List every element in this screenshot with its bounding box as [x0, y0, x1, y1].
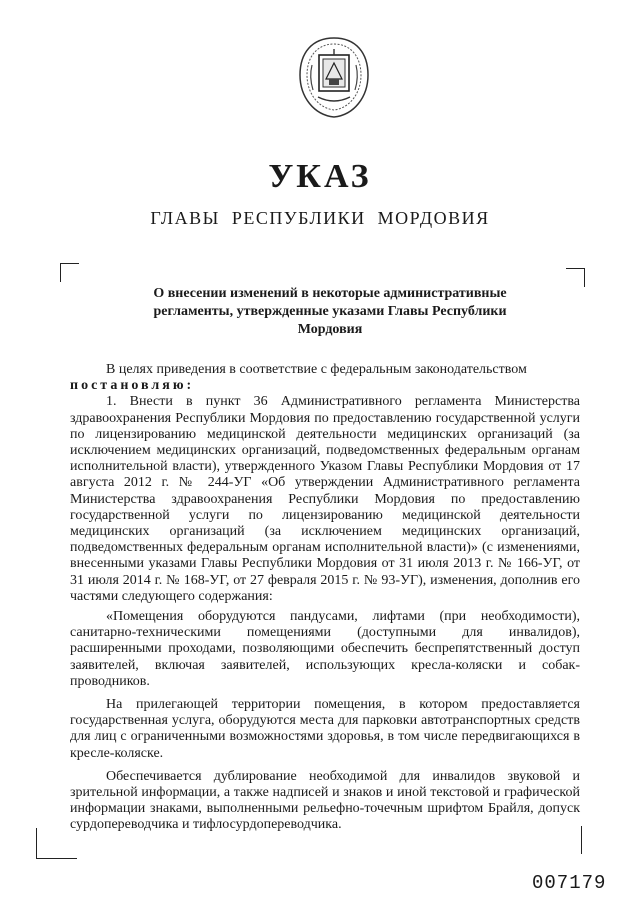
decree-title: УКАЗ [268, 158, 372, 195]
quote-paragraph-2: На прилегающей территории помещения, в котором предоставляется государственная услуга, оборудуются места для парковки автотранспортных средств для лиц с ограниченными возможностями здоровья, в том числе передвигающихся в кресле-коляске. [70, 697, 580, 761]
margin-bracket-left [36, 828, 77, 859]
item-1-paragraph: 1. Внести в пункт 36 Административного регламента Министерства здравоохранения Республики Мордовия по предоставлению государственной услуги по лицензированию медицинской деятельности медицинских организаций (за исключением медицинских организаций, подведомственных федеральным органам исполнительной власти), утвержденного Указом Главы Республики Мордовия от 17 августа 2012 г. № 244-УГ «Об утверждении Административного регламента Министерства здравоохранения Республики Мордовия по предоставлению государственной услуги по лицензированию медицинской деятельности медицинских организаций (за исключением медицинских организаций, подведомственных федеральным органам исполнительной власти)» (с изменениями, внесенными указами Главы Республики Мордовия от 31 июля 2013 г. № 166-УГ, от 31 июля 2014 г. № 168-УГ, от 27 февраля 2015 г. № 93-УГ), изменения, дополнив его частями следующего содержания: [70, 394, 580, 604]
quote-paragraph-1: «Помещения оборудуются пандусами, лифтами (при необходимости), санитарно-техническими помещениями (доступными для инвалидов), расширенными проходами, позволяющими обеспечить беспрепятственный доступ заявителей, включая заявителей, использующих кресла-коляски и собак-проводников. [70, 609, 580, 689]
document-heading: О внесении изменений в некоторые административные регламенты, утвержденные указами Главы Республики Мордовия [153, 286, 507, 337]
resolve-word: постановляю: [70, 378, 195, 394]
heading-corner-mark-right [566, 268, 585, 287]
document-body [70, 362, 580, 834]
coat-of-arms-emblem [298, 35, 370, 119]
document-serial-number: 007179 [532, 872, 607, 894]
heading-corner-mark-left [60, 263, 79, 282]
intro-paragraph: В целях приведения в соответствие с федеральным законодательством [106, 362, 527, 377]
margin-bracket-right [581, 826, 583, 854]
resolve-line [70, 378, 580, 394]
quote-paragraph-3: Обеспечивается дублирование необходимой для инвалидов звуковой и зрительной информации, а также надписей и знаков и иной текстовой и графической информации знаками, выполненными рельефно-точечным шрифтом Брайля, допуск сурдопереводчика и тифлосурдопереводчика. [70, 768, 580, 833]
decree-subtitle: ГЛАВЫ РЕСПУБЛИКИ МОРДОВИЯ [150, 208, 490, 228]
